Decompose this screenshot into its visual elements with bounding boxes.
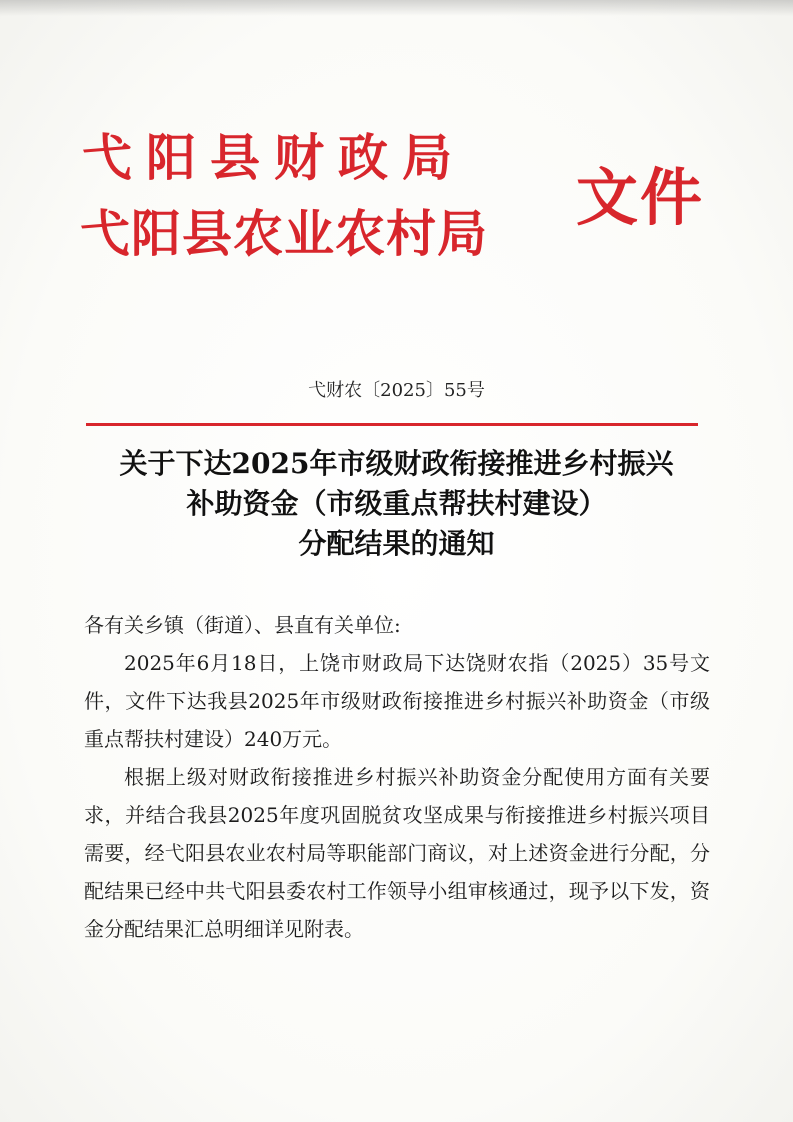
issuing-agency-header [80,128,720,288]
paragraph-2: 根据上级对财政衔接推进乡村振兴补助资金分配使用方面有关要求，并结合我县2025年度巩固脱贫攻坚成果与衔接推进乡村振兴项目需要，经弋阳县农业农村局等职能部门商议，对上述资金进行分配，分配结果已经中共弋阳县委农村工作领导小组审核通过，现予以下发，资金分配结果汇总明细详见附表。 [84,765,710,941]
agency-name-finance-bureau: 弋阳县财政局 [82,128,466,187]
paragraph-1: 2025年6月18日，上饶市财政局下达饶财农指（2025）35号文件，文件下达我县2025年市级财政衔接推进乡村振兴补助资金（市级重点帮扶村建设）240万元。 [84,651,710,751]
title-line-1: 关于下达2025年市级财政衔接推进乡村振兴 [119,447,674,480]
title-line-2: 补助资金（市级重点帮扶村建设） [186,487,607,520]
agency-name-agriculture-bureau: 弋阳县农业农村局 [80,204,488,263]
document-body [84,606,710,948]
salutation: 各有关乡镇（街道）、县直有关单位: [84,613,401,637]
title-line-3: 分配结果的通知 [298,527,495,560]
document-number: 弋财农〔2025〕55号 [308,380,485,401]
scan-edge-shadow [0,0,793,16]
document-label: 文件 [576,161,705,234]
document-title [70,444,723,564]
red-divider-line [86,423,698,426]
